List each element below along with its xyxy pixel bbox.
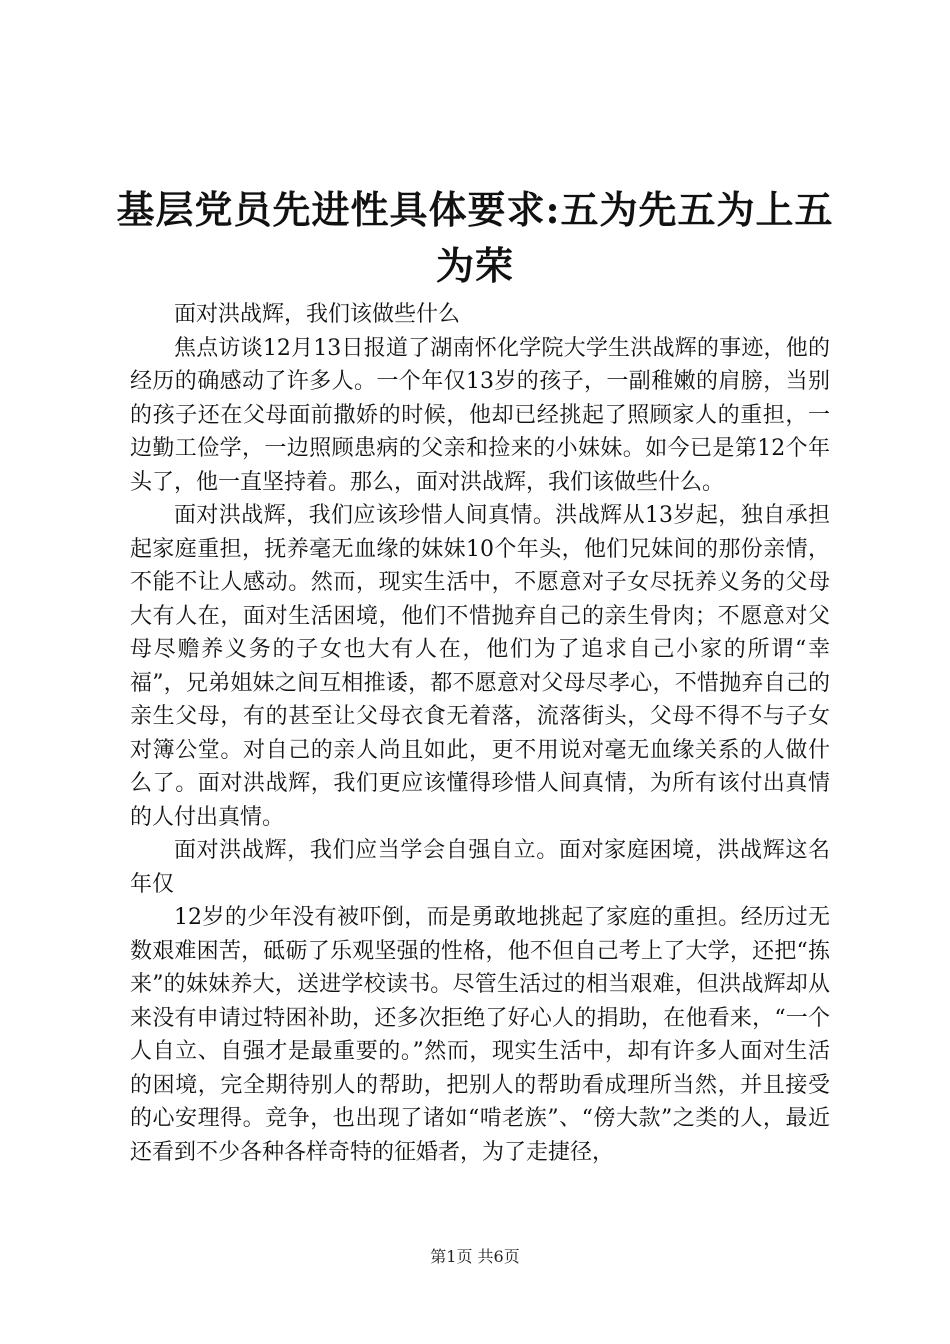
paragraph-subtitle: 面对洪战辉，我们该做些什么 bbox=[174, 302, 461, 327]
document-body bbox=[130, 298, 830, 1169]
paragraph: 面对洪战辉，我们应当学会自强自立。面对家庭困境，洪战辉这名年仅 bbox=[130, 838, 830, 897]
document-title: 基层党员先进性具体要求:五为先五为上五为荣 bbox=[116, 187, 834, 288]
page-footer: 第1页 共6页 bbox=[430, 1247, 520, 1266]
paragraph: 焦点访谈12月13日报道了湖南怀化学院大学生洪战辉的事迹，他的经历的确感动了许多人。一个年仅13岁的孩子，一副稚嫩的肩膀，当别的孩子还在父母面前撒娇的时候，他却已经挑起了照顾家人的重担，一边勤工俭学，一边照顾患病的父亲和捡来的小妹妹。如今已是第12个年头了，他一直坚持着。那么，面对洪战辉，我们该做些什么。 bbox=[130, 335, 830, 495]
paragraph: 面对洪战辉，我们应该珍惜人间真情。洪战辉从13岁起，独自承担起家庭重担，抚养毫无血缘的妹妹10个年头，他们兄妹间的那份亲情，不能不让人感动。然而，现实生活中，不愿意对子女尽抚养义务的父母大有人在，面对生活困境，他们不惜抛弃自己的亲生骨肉；不愿意对父母尽赡养义务的子女也大有人在，他们为了追求自己小家的所谓“幸福”，兄弟姐妹之间互相推诿，都不愿意对父母尽孝心，不惜抛弃自己的亲生父母，有的甚至让父母衣食无着落，流落街头，父母不得不与子女对簿公堂。对自己的亲人尚且如此，更不用说对毫无血缘关系的人做什么了。面对洪战辉，我们更应该懂得珍惜人间真情，为所有该付出真情的人付出真情。 bbox=[130, 503, 830, 830]
paragraph: 12岁的少年没有被吓倒，而是勇敢地挑起了家庭的重担。经历过无数艰难困苦，砥砺了乐观坚强的性格，他不但自己考上了大学，还把“拣来”的妹妹养大，送进学校读书。尽管生活过的相当艰难，但洪战辉却从来没有申请过特困补助，还多次拒绝了好心人的捐助，在他看来，“一个人自立、自强才是最重要的。”然而，现实生活中，却有许多人面对生活的困境，完全期待别人的帮助，把别人的帮助看成理所当然，并且接受的心安理得。竞争，也出现了诸如“啃老族”、“傍大款”之类的人，最近还看到不少各种各样奇特的征婚者，为了走捷径， bbox=[130, 905, 830, 1165]
